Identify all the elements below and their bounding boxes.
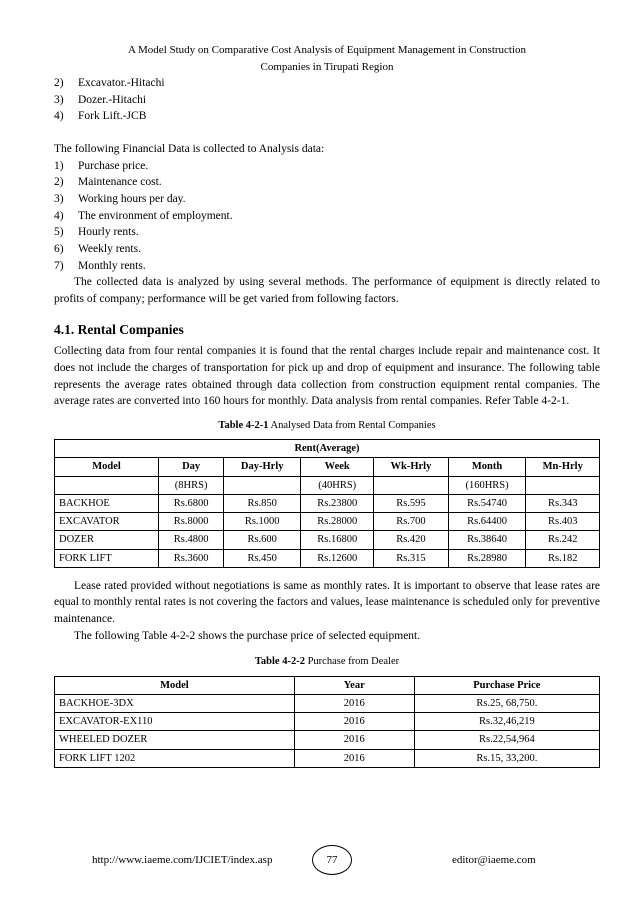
table-cell: Rs.1000 [224, 513, 301, 531]
table-cell: EXCAVATOR [55, 513, 159, 531]
table-cell [224, 476, 301, 494]
table-number: Table 4-2-1 [218, 419, 269, 431]
table-row [55, 549, 600, 567]
table-cell [55, 476, 159, 494]
list-number: 3) [54, 193, 64, 206]
table-cell: Rs.22,54,964 [414, 731, 599, 749]
column-header: Year [294, 676, 414, 694]
column-header: Model [55, 676, 295, 694]
purchase-table [54, 676, 600, 768]
rental-paragraph: Collecting data from four rental companies it is found that the rental charges include repair and maintenance cost. It does not include the charges of transportation for pick up and drop of equipment and insurance. The following table represents the average rates obtained through data collection from construction equipment rental companies. The average rates are converted into 160 hours for monthly. Data analysis from rental companies. Refer Table 4-2-1. [54, 345, 600, 408]
table-caption [54, 418, 600, 433]
table-cell [374, 476, 448, 494]
table-cell: WHEELED DOZER [55, 731, 295, 749]
table-number: Table 4-2-2 [254, 656, 305, 668]
list-number: 6) [54, 243, 64, 256]
table-cell: FORK LIFT 1202 [55, 749, 295, 767]
financial-intro: The following Financial Data is collected to Analysis data: [54, 143, 325, 156]
table-cell: Rs.54740 [448, 494, 526, 512]
table-cell: Rs.32,46,219 [414, 713, 599, 731]
list-item [54, 241, 600, 258]
column-header: Month [448, 458, 526, 476]
table-cell: Rs.25, 68,750. [414, 694, 599, 712]
list-number: 5) [54, 226, 64, 239]
table-header-row [55, 676, 600, 694]
table-cell: Rs.850 [224, 494, 301, 512]
table-cell: Rs.182 [526, 549, 600, 567]
table-cell: Rs.15, 33,200. [414, 749, 599, 767]
table-cell: Rs.16800 [301, 531, 374, 549]
table-group-row [55, 440, 600, 458]
list-text: Maintenance cost. [78, 176, 162, 189]
table2-intro-paragraph: The following Table 4-2-2 shows the purchase price of selected equipment. [74, 629, 421, 642]
column-header: Wk-Hrly [374, 458, 448, 476]
list-number: 2) [54, 176, 64, 189]
table-row [55, 513, 600, 531]
table-cell: Rs.343 [526, 494, 600, 512]
list-text: Fork Lift.-JCB [78, 110, 147, 123]
table-cell: Rs.420 [374, 531, 448, 549]
page-footer [0, 845, 638, 875]
table-row [55, 731, 600, 749]
table-row [55, 749, 600, 767]
table-row [55, 494, 600, 512]
table-cell: BACKHOE [55, 494, 159, 512]
footer-email-link[interactable]: editor@iaeme.com [452, 854, 536, 866]
table-row [55, 713, 600, 731]
table-cell: Rs.64400 [448, 513, 526, 531]
table-cell: Rs.450 [224, 549, 301, 567]
table-units-row [55, 476, 600, 494]
table-cell: Rs.12600 [301, 549, 374, 567]
table-cell [526, 476, 600, 494]
column-header: Day [159, 458, 224, 476]
list-text: Dozer.-Hitachi [78, 93, 147, 106]
table-cell: (8HRS) [159, 476, 224, 494]
list-item [54, 208, 600, 225]
table-row [55, 694, 600, 712]
table-cell: 2016 [294, 731, 414, 749]
table-row [55, 531, 600, 549]
list-number: 3) [54, 93, 64, 106]
table-cell: DOZER [55, 531, 159, 549]
list-number: 4) [54, 209, 64, 222]
table-cell: Rs.600 [224, 531, 301, 549]
table-cell: BACKHOE-3DX [55, 694, 295, 712]
table-cell: Rs.3600 [159, 549, 224, 567]
section-heading: 4.1. Rental Companies [54, 321, 184, 337]
group-header: Rent(Average) [55, 440, 600, 458]
table-cell: 2016 [294, 713, 414, 731]
column-header: Week [301, 458, 374, 476]
footer-url-link[interactable]: http://www.iaeme.com/IJCIET/index.asp [92, 854, 273, 866]
list-text: Monthly rents. [78, 259, 146, 272]
list-item [54, 158, 600, 175]
table-cell: Rs.700 [374, 513, 448, 531]
lease-paragraph: Lease rated provided without negotiations is same as monthly rates. It is important to observe that lease rates are equal to monthly rental rates is not covering the factors and values, lease maintenance is scheduled only for preventive maintenance. [54, 579, 600, 626]
list-text: Hourly rents. [78, 226, 139, 239]
table-cell: (40HRS) [301, 476, 374, 494]
list-text: The environment of employment. [78, 209, 233, 222]
table-cell: Rs.403 [526, 513, 600, 531]
list-text: Weekly rents. [78, 243, 141, 256]
header-line-2: Companies in Tirupati Region [260, 60, 394, 73]
list-number: 1) [54, 159, 64, 172]
table-cell: (160HRS) [448, 476, 526, 494]
running-header [74, 0, 580, 75]
list-number: 4) [54, 110, 64, 123]
list-item [54, 108, 600, 125]
column-header: Purchase Price [414, 676, 599, 694]
rental-table [54, 439, 600, 568]
table-cell: Rs.28000 [301, 513, 374, 531]
column-header: Day-Hrly [224, 458, 301, 476]
table-cell: 2016 [294, 694, 414, 712]
table-cell: Rs.242 [526, 531, 600, 549]
column-header: Model [55, 458, 159, 476]
table-cell: 2016 [294, 749, 414, 767]
table-cell: Rs.4800 [159, 531, 224, 549]
list-text: Excavator.-Hitachi [78, 77, 165, 89]
table-cell: Rs.23800 [301, 494, 374, 512]
list-text: Working hours per day. [78, 193, 186, 206]
table-cell: Rs.315 [374, 549, 448, 567]
table-cell: EXCAVATOR-EX110 [55, 713, 295, 731]
table-caption [54, 654, 600, 669]
list-number: 7) [54, 259, 64, 272]
table-cell: Rs.595 [374, 494, 448, 512]
list-item [54, 75, 600, 92]
page-number: 77 [312, 845, 352, 875]
table-cell: Rs.8000 [159, 513, 224, 531]
header-line-1: A Model Study on Comparative Cost Analysis of Equipment Management in Construction [127, 44, 527, 56]
list-number: 2) [54, 77, 64, 89]
list-item [54, 92, 600, 109]
column-header: Mn-Hrly [526, 458, 600, 476]
list-text: Purchase price. [78, 159, 149, 172]
table-title: Purchase from Dealer [307, 656, 400, 668]
equipment-list [54, 75, 600, 125]
table-cell: Rs.38640 [448, 531, 526, 549]
table-cell: Rs.28980 [448, 549, 526, 567]
list-item [54, 174, 600, 191]
list-item [54, 258, 600, 275]
table-cell: FORK LIFT [55, 549, 159, 567]
table-header-row [55, 458, 600, 476]
analysis-paragraph: The collected data is analyzed by using several methods. The performance of equipment is directly related to profits of company; performance will be get varied from following factors. [54, 276, 600, 306]
financial-list [54, 158, 600, 275]
table-title: Analysed Data from Rental Companies [270, 419, 436, 431]
list-item [54, 224, 600, 241]
list-item [54, 191, 600, 208]
table-cell: Rs.6800 [159, 494, 224, 512]
